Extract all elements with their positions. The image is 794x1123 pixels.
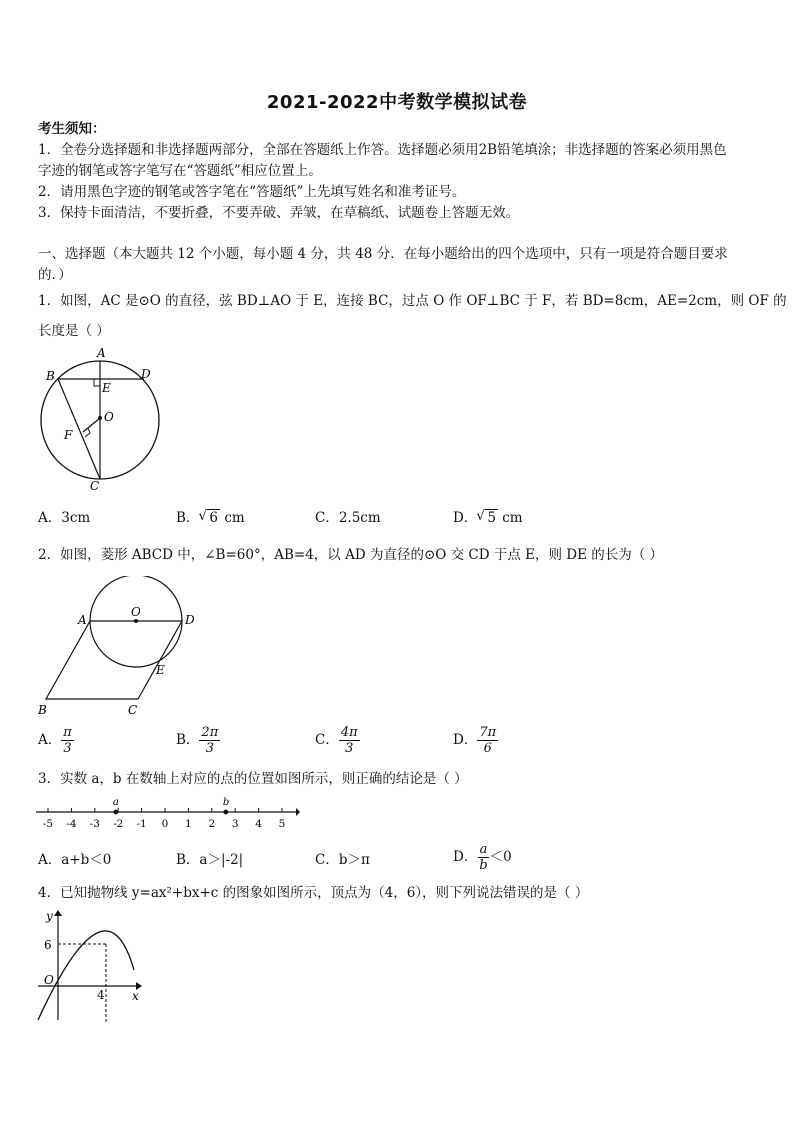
q3-option-d-suffix: ＜0 [489, 849, 512, 865]
q4-label-origin: O [44, 973, 54, 987]
q2-text: 2．如图，菱形 ABCD 中，∠B=60°，AB=4，以 AD 为直径的⊙O 交 CD 于点 E，则 DE 的长为（ ） [38, 547, 664, 563]
q1-option-b-unit: cm [224, 510, 245, 526]
q2-option-a[interactable] [38, 725, 74, 756]
q1-label-o: O [104, 410, 114, 424]
q2-option-a-num: π [63, 725, 72, 740]
q2-label-c: C [128, 703, 138, 717]
q1-option-b-prefix: B． [176, 510, 200, 526]
q3-tick-label: 1 [185, 818, 192, 830]
q3-label-a: a [112, 797, 119, 808]
q2-option-c-prefix: C． [315, 732, 339, 748]
q1-label-c: C [90, 479, 100, 493]
q3-option-b[interactable]: B．a＞|-2| [176, 852, 244, 868]
q3-tick-label: 0 [161, 818, 169, 830]
q1-circle-figure [36, 344, 166, 494]
q1-option-b-radical: √ 6 [207, 509, 220, 526]
q2-option-b-num: 2π [201, 725, 219, 740]
q2-option-a-prefix: A． [38, 732, 62, 748]
notice-item-1a: 1．全卷分选择题和非选择题两部分，全部在答题纸上作答。选择题必须用2B铅笔填涂；非选择题的答案必须用黑色 [38, 142, 727, 158]
q3-tick-label: -2 [113, 818, 124, 830]
q2-center-point [134, 619, 138, 623]
q1-label-e: E [102, 381, 111, 395]
section-heading-line1: 一、选择题（本大题共 12 个小题，每小题 4 分，共 48 分．在每小题给出的四个选项中，只有一项是符合题目要求 [38, 246, 728, 262]
q3-tick-label: -3 [89, 818, 100, 830]
notice-item-1b: 字迹的钢笔或答字笔写在“答题纸”相应位置上。 [38, 163, 322, 179]
q3-tick-label: -1 [136, 818, 147, 830]
q1-option-a[interactable]: A．3cm [38, 510, 91, 526]
q3-tick-group [43, 808, 285, 830]
q2-option-d[interactable] [453, 725, 498, 756]
q3-tick-label: -5 [42, 818, 54, 830]
q3-option-d-den: b [479, 858, 488, 873]
q2-rhombus [46, 621, 182, 699]
q2-option-d-prefix: D． [453, 732, 478, 748]
q2-option-c-den: 3 [345, 741, 354, 756]
q3-option-d-prefix: D． [453, 849, 478, 865]
q2-label-o: O [131, 605, 141, 619]
q3-tick-label: 3 [231, 818, 239, 830]
q1-option-d-unit: cm [502, 510, 523, 526]
q2-option-d-num: 7π [479, 725, 497, 740]
q2-option-c-num: 4π [340, 725, 358, 740]
q4-parabola-figure [30, 908, 148, 1028]
q1-option-b[interactable] [176, 506, 245, 526]
q3-tick-label: 5 [278, 818, 286, 830]
q2-label-b: B [38, 703, 47, 717]
q3-option-c[interactable]: C．b＞π [315, 852, 370, 868]
q3-tick-label: -4 [66, 818, 77, 830]
q1-text-line1: 1．如图，AC 是⊙O 的直径，弦 BD⊥AO 于 E，连接 BC，过点 O 作 OF⊥BC 于 F，若 BD=8cm，AE=2cm，则 OF 的 [38, 293, 787, 309]
q1-label-d: D [141, 367, 151, 381]
notice-heading: 考生须知： [38, 121, 106, 137]
q1-label-f: F [64, 428, 73, 442]
q1-option-d-radical: √ 5 [485, 509, 498, 526]
section-heading-line2: 的．） [38, 267, 72, 283]
q3-number-line [34, 794, 300, 832]
q1-right-angle-e [94, 379, 100, 386]
q2-option-a-den: 3 [63, 741, 72, 756]
q3-point-a [113, 810, 118, 815]
q3-label-b: b [222, 797, 230, 808]
q2-rhombus-figure [36, 576, 206, 722]
q1-text-line2: 长度是（ ） [38, 323, 110, 339]
q4-text: 4．已知抛物线 y=ax²+bx+c 的图象如图所示，顶点为（4，6），则下列说法错误的是（ ） [38, 885, 589, 901]
q3-tick-label: 4 [255, 818, 262, 830]
q3-tick-label: 2 [208, 818, 216, 830]
q2-option-c[interactable] [315, 725, 360, 756]
q1-center-point [98, 416, 102, 420]
q3-point-b [223, 810, 228, 815]
q3-option-d-num: a [479, 842, 488, 857]
notice-item-3: 3．保持卡面清洁，不要折叠，不要弄破、弄皱，在草稿纸、试题卷上答题无效。 [38, 205, 520, 221]
q1-label-b: B [46, 369, 55, 383]
q3-option-a[interactable]: A．a+b＜0 [38, 852, 112, 868]
q1-label-a: A [97, 346, 106, 360]
q2-option-d-den: 6 [483, 741, 492, 756]
q3-text: 3．实数 a，b 在数轴上对应的点的位置如图所示，则正确的结论是（ ） [38, 771, 468, 787]
q3-option-d[interactable] [453, 842, 512, 873]
q4-y-arrow [54, 910, 62, 916]
q2-option-b[interactable] [176, 725, 220, 756]
q1-segment-of [83, 418, 100, 432]
q4-label-vertex-y: 6 [44, 938, 52, 952]
q1-option-d-prefix: D． [453, 510, 478, 526]
q1-option-d[interactable] [453, 506, 523, 526]
q4-label-y: y [46, 909, 53, 923]
q3-axis-arrow [296, 808, 300, 816]
notice-item-2: 2．请用黑色字迹的钢笔或答字笔在“答题纸”上先填写姓名和准考证号。 [38, 184, 466, 200]
q2-label-a: A [78, 613, 87, 627]
q2-option-b-den: 3 [205, 741, 214, 756]
q2-label-e: E [156, 663, 165, 677]
q4-label-vertex-x: 4 [97, 988, 105, 1002]
q2-option-b-prefix: B． [176, 732, 200, 748]
q2-label-d: D [185, 613, 195, 627]
q4-label-x: x [132, 989, 139, 1003]
q1-option-c[interactable]: C．2.5cm [315, 510, 381, 526]
page-title: 2021-2022中考数学模拟试卷 [266, 92, 528, 113]
